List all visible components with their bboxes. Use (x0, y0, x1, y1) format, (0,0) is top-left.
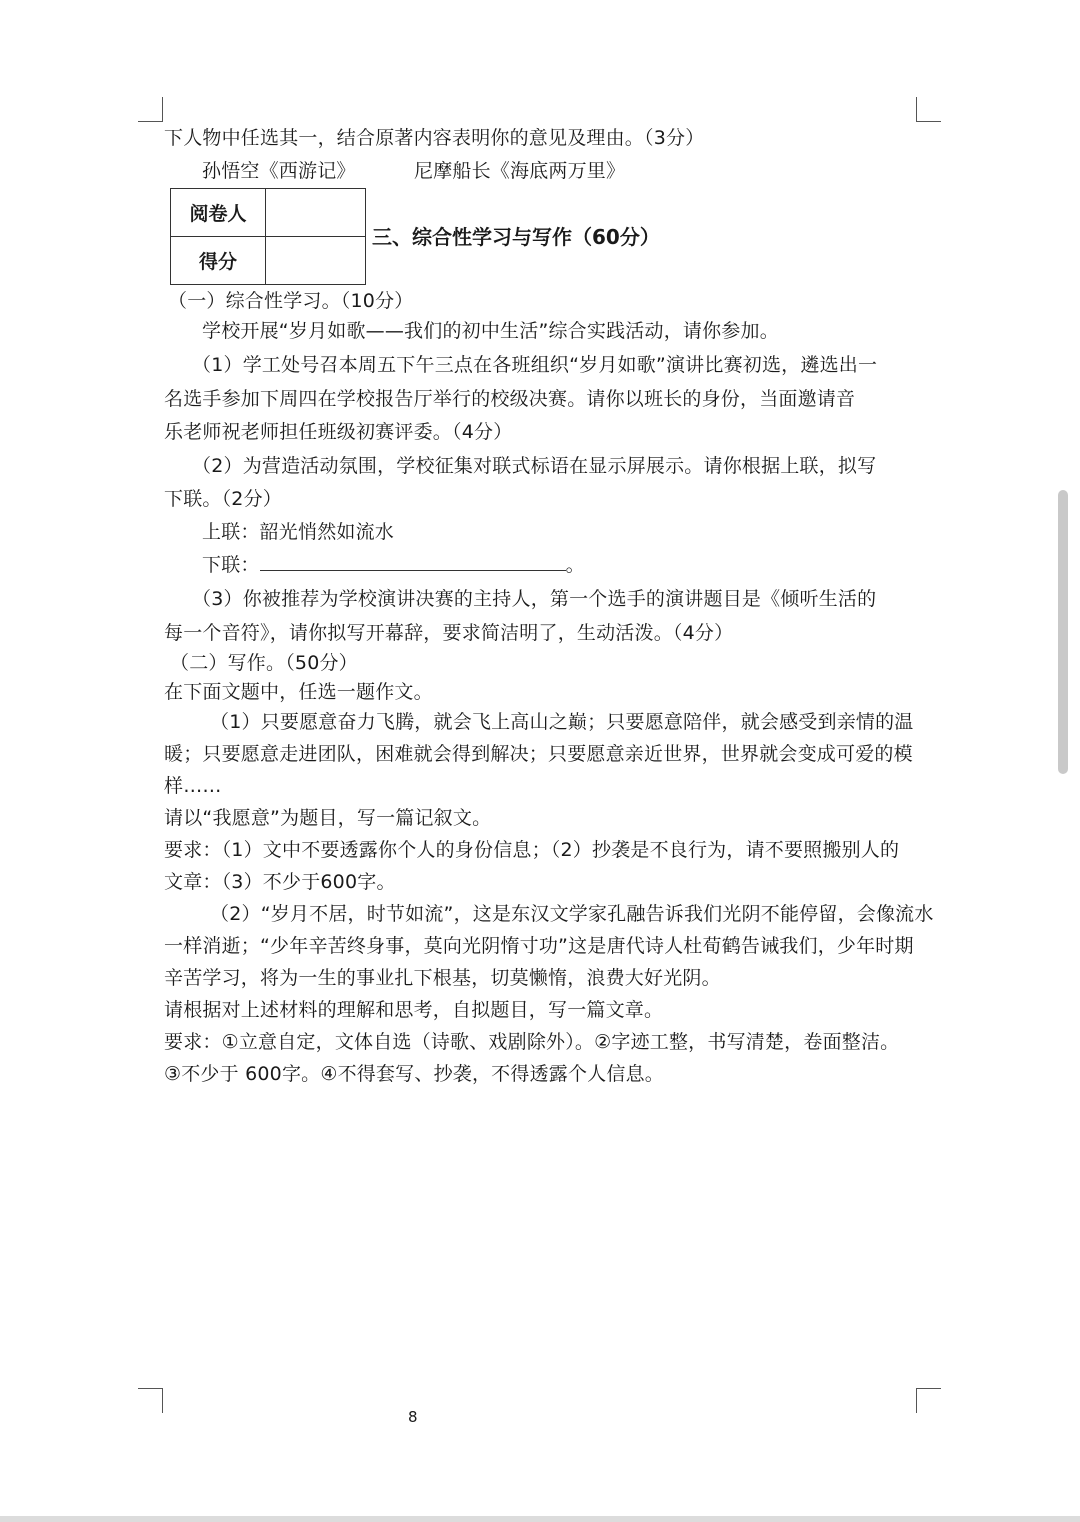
crop-mark-bottom-right (916, 1388, 941, 1413)
section-title: 三、综合性学习与写作（60分） (372, 225, 660, 249)
q2-line-1: （2）为营造活动氛围，学校征集对联式标语在显示屏展示。请你根据上联，拟写 (192, 455, 877, 477)
crop-mark-bottom-left (138, 1388, 163, 1413)
topic2-line-3: 辛苦学习，将为一生的事业扎下根基，切莫懒惰，浪费大好光阴。 (164, 967, 721, 989)
bottom-edge (0, 1516, 1080, 1522)
question-continuation: 下人物中任选其一，结合原著内容表明你的意见及理由。（3分） (164, 127, 705, 149)
topic1-task: 请以“我愿意”为题目，写一篇记叙文。 (164, 807, 492, 829)
topic1-req-line-2: 文章：（3）不少于600字。 (164, 871, 396, 893)
crop-mark-top-right (916, 97, 941, 122)
q1-line-2: 名选手参加下周四在学校报告厅举行的校级决赛。请你以班长的身份，当面邀请音 (164, 388, 856, 410)
topic2-line-2: 一样消逝；“少年辛苦终身事，莫向光阴惰寸功”这是唐代诗人杜荀鹤告诫我们，少年时期 (164, 935, 914, 957)
part2-heading: （二）写作。（50分） (170, 652, 358, 674)
vertical-scrollbar[interactable] (1058, 490, 1068, 774)
topic2-line-1: （2）“岁月不居，时节如流”，这是东汉文学家孔融告诉我们光阴不能停留，会像流水 (210, 903, 934, 925)
q1-line-3: 乐老师祝老师担任班级初赛评委。（4分） (164, 421, 513, 443)
choice-option-2: 尼摩船长《海底两万里》 (414, 160, 626, 182)
q2-line-2: 下联。（2分） (164, 488, 282, 510)
reviewer-cell[interactable] (266, 189, 366, 237)
page-number: 8 (408, 1408, 418, 1426)
lower-couplet-blank[interactable] (260, 552, 566, 571)
upper-couplet: 上联：韶光悄然如流水 (202, 521, 395, 543)
crop-mark-top-left (138, 97, 163, 122)
topic2-req-line-2: ③不少于 600字。④不得套写、抄袭，不得透露个人信息。 (164, 1063, 664, 1085)
q1-line-1: （1）学工处号召本周五下午三点在各班组织“岁月如歌”演讲比赛初选，遴选出一 (192, 354, 878, 376)
reviewer-label: 阅卷人 (171, 189, 266, 237)
score-table (170, 188, 366, 285)
q3-line-1: （3）你被推荐为学校演讲决赛的主持人，第一个选手的演讲题目是《倾听生活的 (192, 588, 877, 610)
topic2-task: 请根据对上述材料的理解和思考，自拟题目，写一篇文章。 (164, 999, 664, 1021)
lower-couplet-label: 下联： (202, 554, 260, 576)
choice-option-1: 孙悟空《西游记》 (202, 160, 356, 182)
lower-couplet (202, 552, 585, 578)
part1-heading: （一）综合性学习。（10分） (168, 290, 414, 312)
topic1-line-1: （1）只要愿意奋力飞腾，就会飞上高山之巅；只要愿意陪伴，就会感受到亲情的温 (210, 711, 914, 733)
topic1-req-line-1: 要求：（1）文中不要透露你个人的身份信息；（2）抄袭是不良行为，请不要照搬别人的 (164, 839, 900, 861)
part2-instruction: 在下面文题中，任选一题作文。 (164, 681, 433, 703)
q3-line-2: 每一个音符》，请你拟写开幕辞，要求简洁明了，生动活泼。（4分） (164, 622, 734, 644)
score-label: 得分 (171, 237, 266, 285)
topic2-req-line-1: 要求：①立意自定，文体自选（诗歌、戏剧除外）。②字迹工整，书写清楚，卷面整洁。 (164, 1031, 900, 1053)
part1-intro: 学校开展“岁月如歌——我们的初中生活”综合实践活动，请你参加。 (202, 320, 779, 342)
topic1-line-2: 暖；只要愿意走进团队，困难就会得到解决；只要愿意亲近世界，世界就会变成可爱的模 (164, 743, 913, 765)
topic1-line-3: 样…… (164, 775, 222, 797)
lower-couplet-end: 。 (565, 554, 585, 576)
score-cell[interactable] (266, 237, 366, 285)
